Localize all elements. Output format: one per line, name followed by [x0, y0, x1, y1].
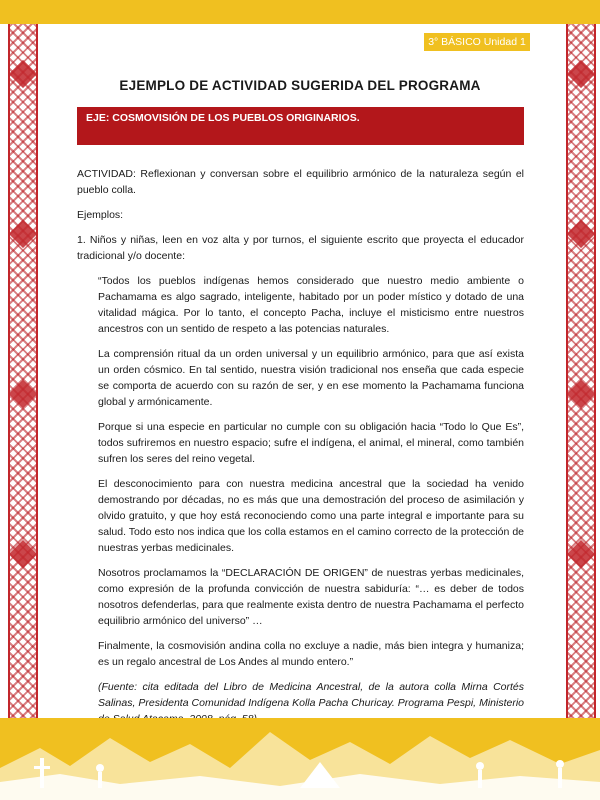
instruction-text: 1. Niños y niñas, leen en voz alta y por turnos, el siguiente escrito que proyecta el educador tradicional y/o docente: — [77, 234, 524, 262]
quote-paragraph: La comprensión ritual da un orden universal y un equilibrio armónico, para que así exista un orden cósmico. En tal sentido, nuestra visión tradicional nos enseña que cada especie se comporta de acuerdo con su razón de ser, y en ese momento la Pachamama funciona global y armónicamente. — [98, 348, 524, 408]
quote-paragraph: Nosotros proclamamos la “DECLARACIÓN DE ORIGEN” de nuestras yerbas medicinales, como expresión de la profunda convicción de nuestra sabiduría: “… es deber de todos nosotros defenderlas, para que realmente exista dentro de nuestra Pachamama el perfecto equilibrio armónico del universo” … — [98, 567, 524, 627]
right-decorative-border — [566, 24, 596, 724]
examples-label: Ejemplos: — [77, 209, 124, 221]
footer-landscape — [0, 718, 600, 800]
unit-tag: 3° BÁSICO Unidad 1 — [424, 33, 530, 51]
page-title: EJEMPLO DE ACTIVIDAD SUGERIDA DEL PROGRAMA — [119, 78, 481, 93]
left-decorative-border — [8, 24, 38, 724]
axis-banner — [77, 107, 524, 145]
header-band — [0, 0, 600, 24]
activity-text: ACTIVIDAD: Reflexionan y conversan sobre el equilibrio armónico de la naturaleza según el pueblo colla. — [77, 168, 524, 196]
axis-label: EJE: COSMOVISIÓN DE LOS PUEBLOS ORIGINARIOS. — [86, 112, 360, 124]
landscape-illustration — [0, 718, 600, 800]
quote-paragraph: Porque si una especie en particular no cumple con su obligación hacia “Todo lo Que Es”, todos sufriremos en nuestro espacio; sufre el indígena, el animal, el mineral, como también sufren los seres del reino vegetal. — [98, 421, 524, 465]
quote-paragraph: Finalmente, la cosmovisión andina colla no excluye a nadie, más bien integra y humaniza; es un regalo ancestral de Los Andes al mundo entero.” — [98, 640, 524, 668]
source-citation: (Fuente: cita editada del Libro de Medicina Ancestral, de la autora colla Mirna Cortés Salinas, Presidenta Comunidad Indígena Kolla Pacha Churicay. Programa Pespi, Ministerio — [98, 681, 524, 709]
document-body — [77, 166, 524, 736]
quote-paragraph: El desconocimiento para con nuestra medicina ancestral que la sociedad ha venido demostrando por décadas, no es más que una demostración del proceso de asimilación y olvido gratuito, y que hoy está reconociendo como una parte integral e importante para su salud. Todo esto nos indica que los colla estamos en el camino correcto de la protección de nuestras yerbas medicinales. — [98, 478, 524, 554]
quote-paragraph: “Todos los pueblos indígenas hemos considerado que nuestro medio ambiente o Pachamama es algo sagrado, inteligente, habitado por un poder místico y dotado de una vitalidad mágica. Por lo tanto, el concepto Pacha, incluye el misticismo entre nuestros ancestros con un sentido de respeto a las potencias naturales. — [98, 275, 524, 335]
